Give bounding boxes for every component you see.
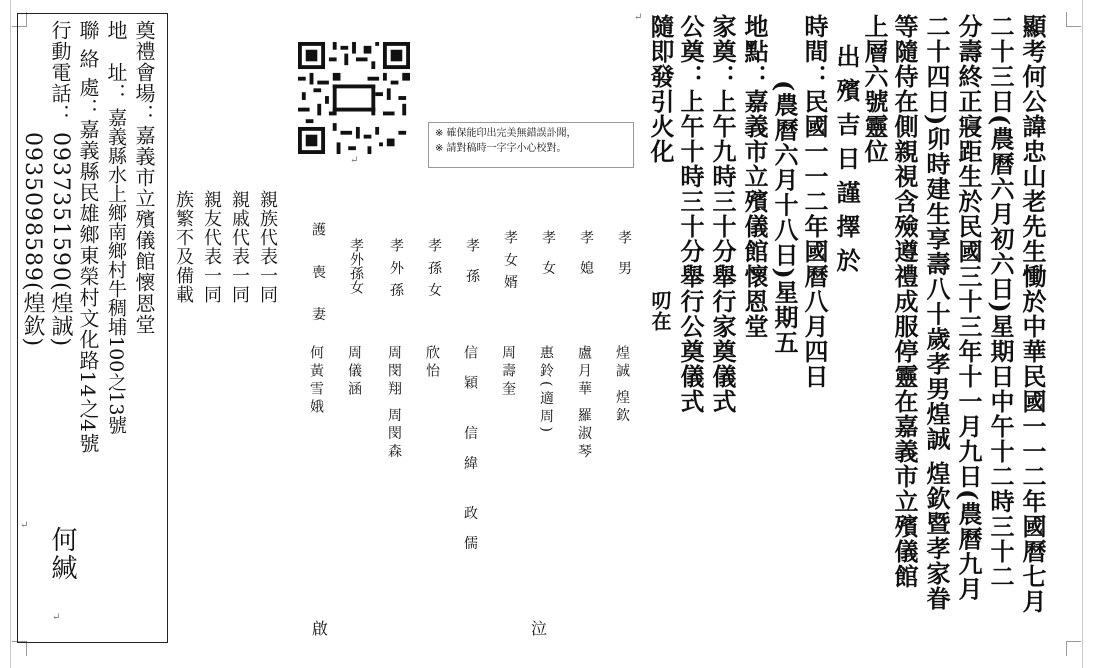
paragraph-mark-icon: ↵ <box>634 12 643 23</box>
respect-phrase: 叨在 <box>648 290 672 332</box>
mourner-role: 孝 男 <box>616 230 632 281</box>
funeral-location: 地點：嘉義市立殯儀館懷恩堂 <box>740 14 769 339</box>
relatives-rep-2: 親戚代表一同 <box>229 190 250 304</box>
mourner-names: 周閔翔 周閔森 <box>386 345 402 462</box>
corner-mark-bottom-left <box>12 641 27 656</box>
paragraph-mark-icon: ↵ <box>350 155 359 166</box>
obituary-column-5: 等隨侍在側親視含殮遵禮成服停靈在嘉義市立殯儀館 <box>890 14 919 589</box>
hall-address: 嘉義縣水上鄉南鄉村牛稠埔100之13號 <box>105 108 127 435</box>
obituary-column-4: 二十四日)卯時建生享壽八十歲孝男煌誠 煌欽暨孝家眷 <box>922 14 951 611</box>
weep-mark: 泣 <box>531 619 548 638</box>
relatives-rep-4: 族繁不及備載 <box>173 190 194 304</box>
mourner-names: 何黃雪娥 <box>308 345 324 417</box>
qr-code <box>298 42 410 154</box>
proofreading-notice <box>428 122 634 168</box>
address-label: 地 址： <box>104 20 128 104</box>
signer: 何緘 <box>47 526 77 582</box>
paragraph-mark-icon: ↵ <box>52 612 61 623</box>
mourner-role: 孝外孫女 <box>348 238 364 294</box>
obituary-column-7: 出殯吉日謹擇於 <box>832 44 861 282</box>
mourner-names: 周儀涵 <box>346 345 362 399</box>
mourner-role: 孝 孫 女 <box>426 238 442 299</box>
mourner-names: 欣怡 <box>424 345 440 381</box>
contact-address: 聯 絡 處：嘉義縣民雄鄉東榮村文化路14之4號 <box>76 20 100 454</box>
obituary-column-6: 上層六號靈位 <box>860 14 889 164</box>
phone-2: 0935098589(煌欽) <box>20 132 45 348</box>
mourner-role: 孝 孫 <box>464 238 480 289</box>
mourner-role: 孝 女 <box>540 230 556 281</box>
mourner-names: 信穎 信緯 政儒 <box>462 345 478 566</box>
phone-label: 行動電話： <box>48 20 72 125</box>
cremation-note: 隨即發引火化 <box>646 14 675 164</box>
corner-mark-bottom-right <box>1066 641 1081 656</box>
phone-1: 0937351590(煌誠) <box>48 132 73 348</box>
funeral-info-box <box>17 13 168 643</box>
mourner-role: 孝 媳 <box>578 230 594 281</box>
relatives-rep-1: 親族代表一同 <box>257 190 278 304</box>
obituary-column-2: 二十三日(農曆六月初六日)星期日中午十二時三十二 <box>986 14 1015 589</box>
corner-mark-top-right <box>1066 12 1081 27</box>
mourner-names: 盧月華 羅淑琴 <box>576 345 592 462</box>
mourner-names: 煌誠 煌欽 <box>614 345 630 426</box>
public-rites: 公奠：上午十時三十分舉行公奠儀式 <box>676 14 705 414</box>
announce-mark: 啟 <box>312 619 329 638</box>
paragraph-mark-icon: ↵ <box>20 520 29 531</box>
page-left-edge <box>10 0 11 668</box>
notice-line-1: ※ 確保能印出完美無錯誤訃聞， <box>435 128 577 139</box>
mourner-role: 護 喪 妻 <box>310 222 326 333</box>
family-rites: 家奠：上午九時三十分舉行家奠儀式 <box>708 14 737 414</box>
obituary-column-3: 分壽終正寢距生於民國三十三年十一月九日(農曆九月 <box>954 14 983 602</box>
mourner-names: 周壽奎 <box>500 345 516 399</box>
funeral-time: 時間：民國一一二年國曆八月四日 <box>800 14 829 389</box>
obituary-column-1: 顯考何公諱忠山老先生慟於中華民國一一二年國曆七月 <box>1018 14 1047 614</box>
mourner-role: 孝 女 婿 <box>502 230 518 291</box>
ceremony-hall: 奠禮會場：嘉義市立殯儀館懷恩堂 <box>132 20 156 335</box>
mourner-role: 孝 外 孫 <box>388 238 404 299</box>
funeral-lunar-date: (農曆六月十八日)星期五 <box>770 80 799 355</box>
notice-line-2: ※ 請對稿時一字字小心校對。 <box>435 143 567 154</box>
page-right-edge <box>1082 0 1083 668</box>
relatives-rep-3: 親友代表一同 <box>201 190 222 304</box>
mourner-names: 惠鈴(適周) <box>538 345 554 436</box>
